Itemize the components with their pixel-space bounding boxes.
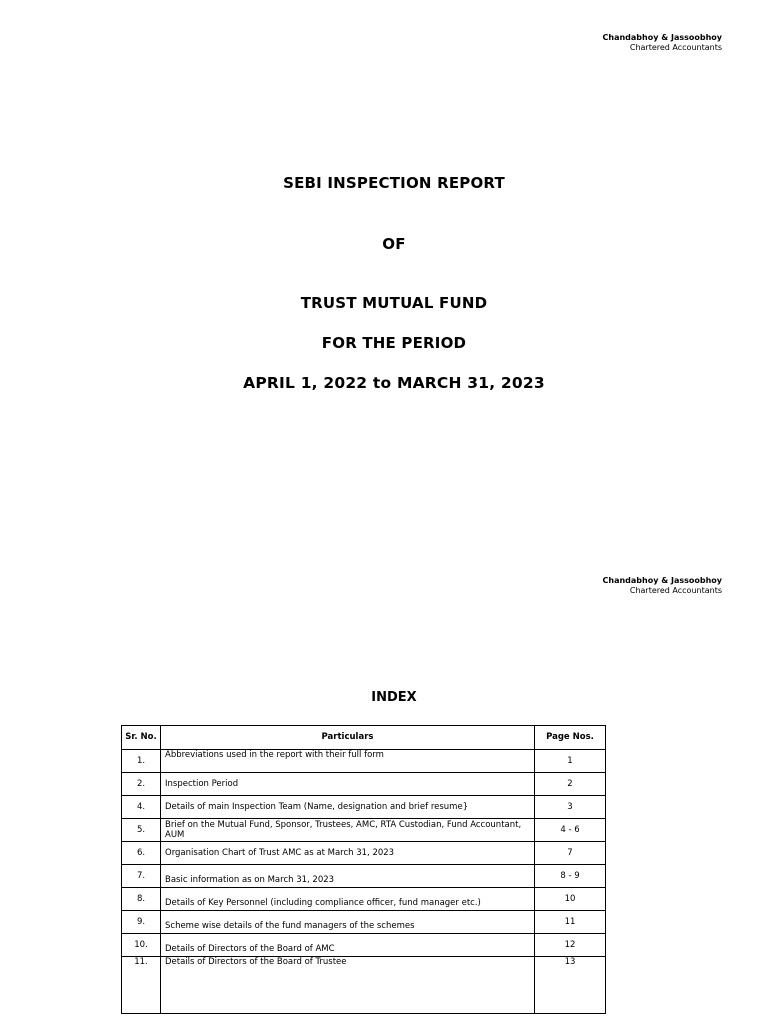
- row-pages: 3: [535, 796, 606, 819]
- row-sr: 2.: [122, 773, 161, 796]
- row-sr: 11.: [122, 957, 161, 1014]
- table-row: [122, 842, 606, 865]
- row-particulars: Details of Directors of the Board of Trustee: [161, 957, 535, 1014]
- report-title: SEBI INSPECTION REPORT: [283, 174, 505, 192]
- report-period-label: FOR THE PERIOD: [321, 334, 467, 352]
- row-sr: 6.: [122, 842, 161, 865]
- row-particulars: Details of main Inspection Team (Name, designation and brief resume}: [161, 796, 535, 819]
- row-sr: 10.: [122, 934, 161, 957]
- row-pages: 10: [535, 888, 606, 911]
- row-pages: 1: [535, 750, 606, 773]
- row-pages: 4 - 6: [535, 819, 606, 842]
- header-particulars: Particulars: [161, 726, 535, 750]
- firm-name: Chandabhoy & Jassoobhoy: [602, 576, 722, 585]
- firm-header-second: [603, 576, 723, 596]
- row-pages: 8 - 9: [535, 865, 606, 888]
- index-header-row: [122, 726, 606, 750]
- index-table: [121, 725, 606, 1014]
- row-particulars: Brief on the Mutual Fund, Sponsor, Trustees, AMC, RTA Custodian, Fund Accountant, AUM: [161, 819, 535, 842]
- row-particulars: Inspection Period: [161, 773, 535, 796]
- firm-designation: Chartered Accountants: [629, 43, 722, 52]
- row-pages: 2: [535, 773, 606, 796]
- header-sr-no: Sr. No.: [122, 726, 161, 750]
- table-row: [122, 819, 606, 842]
- table-row: [122, 796, 606, 819]
- table-row: [122, 773, 606, 796]
- row-particulars: Organisation Chart of Trust AMC as at March 31, 2023: [161, 842, 535, 865]
- row-sr: 4.: [122, 796, 161, 819]
- firm-designation: Chartered Accountants: [629, 586, 722, 595]
- report-of: OF: [382, 235, 406, 253]
- row-particulars: Basic information as on March 31, 2023: [161, 865, 535, 888]
- firm-header-top: [603, 33, 723, 53]
- row-sr: 1.: [122, 750, 161, 773]
- row-sr: 8.: [122, 888, 161, 911]
- firm-name: Chandabhoy & Jassoobhoy: [602, 33, 722, 42]
- row-sr: 7.: [122, 865, 161, 888]
- table-row: [122, 957, 606, 1014]
- row-pages: 11: [535, 911, 606, 934]
- table-row: [122, 911, 606, 934]
- row-particulars: Scheme wise details of the fund managers of the schemes: [161, 911, 535, 934]
- row-sr: 5.: [122, 819, 161, 842]
- index-title: INDEX: [371, 690, 417, 705]
- row-particulars: Details of Key Personnel (including compliance officer, fund manager etc.): [161, 888, 535, 911]
- table-row: [122, 888, 606, 911]
- row-pages: 7: [535, 842, 606, 865]
- row-particulars: Abbreviations used in the report with their full form: [161, 750, 535, 773]
- table-row: [122, 750, 606, 773]
- table-row: [122, 865, 606, 888]
- row-pages: 13: [535, 957, 606, 1014]
- row-pages: 12: [535, 934, 606, 957]
- row-sr: 9.: [122, 911, 161, 934]
- report-entity: TRUST MUTUAL FUND: [300, 294, 488, 312]
- table-row: [122, 934, 606, 957]
- header-page-nos: Page Nos.: [535, 726, 606, 750]
- row-particulars: Details of Directors of the Board of AMC: [161, 934, 535, 957]
- report-period: APRIL 1, 2022 to MARCH 31, 2023: [243, 374, 545, 392]
